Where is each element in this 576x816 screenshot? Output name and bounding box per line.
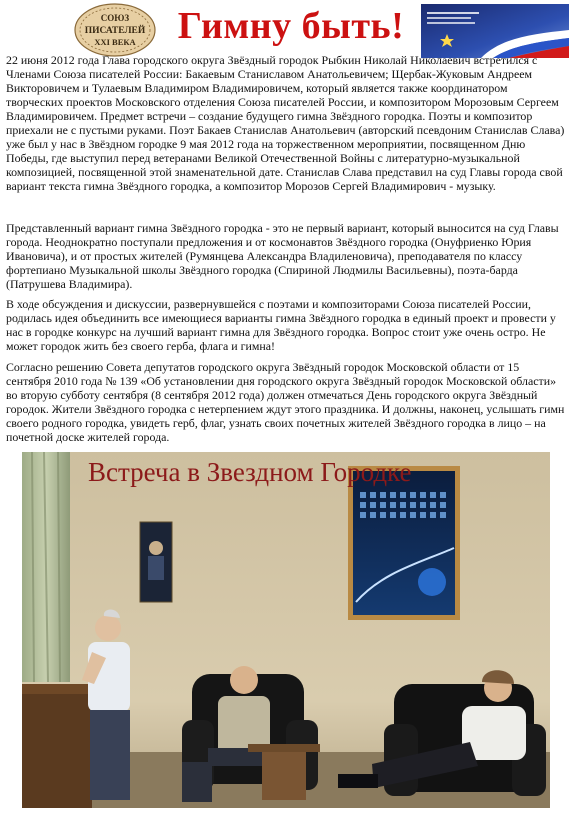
photo-caption: Встреча в Звездном Городке bbox=[88, 457, 412, 487]
logo-line-1: СОЮЗ bbox=[100, 13, 130, 23]
logo-line-2: ПИСАТЕЛЕЙ bbox=[84, 26, 146, 36]
page-title: Гимну быть! bbox=[177, 5, 405, 47]
union-of-writers-seal-icon bbox=[74, 3, 156, 57]
meeting-photo-image bbox=[22, 452, 550, 808]
meeting-photo bbox=[22, 452, 550, 808]
union-of-writers-logo bbox=[74, 3, 156, 57]
logo-line-3: XXI ВЕКА bbox=[94, 37, 136, 47]
article-paragraph: 22 июня 2012 года Глава городского округа Звёздный городок Рыбкин Николай Николаевич встретился с Членами Союза писателей России: Бакаевым Станиславом Анатольевичем; Щербак-Жуковым Андреем Викторовичем и Тулаевым Владимиром Владимировичем, который является также координатором творческих проектов Московского отделения Союза писателей России, и композитором Морозовым Сергеем Владимировичем. Предмет встречи – создание будущего гимна Звёздного городка. Поэты и композитор приехали не с пустыми руками. Поэт Бакаев Станислав Анатольевич (авторский псевдоним Станислав Слава) уже был у нас в Звёздном городке 9 мая 2012 года на торжественном мероприятии, посвященном Дню Победы, где выступил перед ветеранами Великой Отечественной Войны с литературно-музыкальной композицией, посвященной этой знаменательной дате. Станислав Слава представил на суд Главы города свой вариант текста гимна Звёздного городка, а композитор Морозов Сергей Владимирович - музыку. bbox=[6, 53, 565, 194]
article-paragraph: Согласно решению Совета депутатов городского округа Звёздный городок Московской области от 15 сентября 2010 года № 139 «Об установлении дня городского округа Звёздный городок Московской области» во вторую субботу сентября (8 сентября 2012 года) должен отмечаться День городского округа Звёздный городок. Жители Звёздного городка с нетерпением ждут этого праздника. И должны, наконец, услышать гимн своего родного городка, увидеть герб, флаг, узнать своих почетных жителей Звёздного городка в лицо – на почетной доске жителей города. bbox=[6, 360, 565, 445]
article-paragraph: Представленный вариант гимна Звёздного городка - это не первый вариант, который выносится на суд Главы города. Неоднократно поступали предложения и от космонавтов Звёздного городка (Онуфриенко Юрия Ивановича), и от простых жителей (Румянцева Александра Владиленовича), преподавателя по классу фортепиано Музыкальной школы Звёздного городка (Спириной Людмилы Васильевны), поэта-барда (Патрушева Владимира). bbox=[6, 221, 559, 292]
zvezdny-gorodok-flag-emblem-icon bbox=[421, 4, 569, 58]
article-paragraph: В ходе обсуждения и дискуссии, развернувшейся с поэтами и композиторами Союза писателей России, родилась идея объединить все имеющиеся варианты гимна Звёздного городка в единый проект и провести у нас в городке конкурс на лучший вариант гимна для Звёздного городка. Вопрос стоит уже очень остро. Не может городок жить без своего герба, флага и гимна! bbox=[6, 297, 556, 354]
zvezdny-gorodok-logo bbox=[421, 4, 569, 58]
